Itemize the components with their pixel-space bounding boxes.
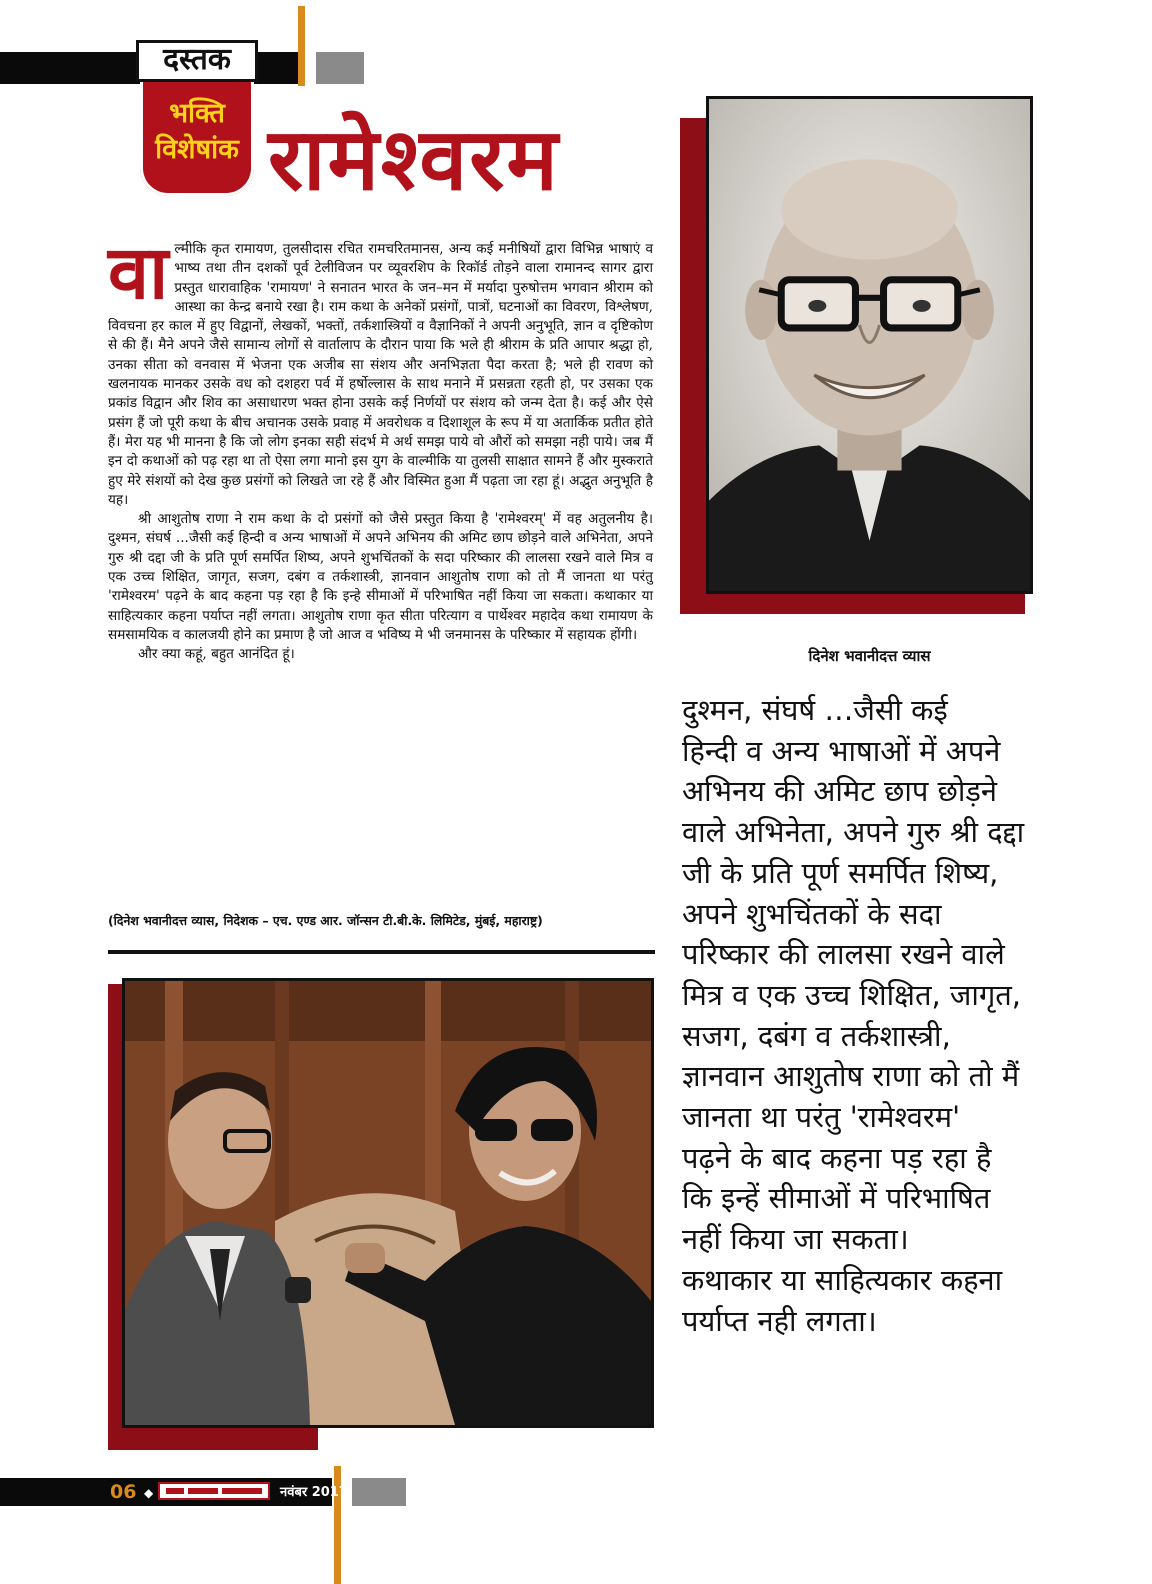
pull-quote-line: अभिनय की अमिट छाप छोड़ने: [682, 774, 998, 809]
group-photo-frame: [122, 978, 654, 1428]
article-paragraph-3: और क्या कहूं, बहुत आनंदित हूं।: [138, 646, 295, 663]
pull-quote-line: सजग, दबंग व तर्कशास्त्री,: [682, 1018, 951, 1053]
header-grey-block: [316, 52, 364, 84]
pull-quote-line: ज्ञानवान आशुतोष राणा को तो मैं: [682, 1059, 1020, 1094]
pull-quote-line: पर्याप्त नही लगता।: [682, 1303, 877, 1338]
pull-quote-line: परिष्कार की लालसा रखने वाले: [682, 937, 1005, 972]
drop-cap: वा: [108, 230, 169, 316]
group-photo: [125, 981, 651, 1425]
section-label: [140, 96, 254, 168]
section-label-line-1: भक्ति: [169, 98, 225, 129]
article-paragraph-2: श्री आशुतोष राणा ने राम कथा के दो प्रसंगों को जैसे प्रस्तुत किया है 'रामेश्वरम्' में वह अतुलनीय है। दुश्मन, संघर्ष ...जैसी कई हिन्दी व अन्य भाषाओं में अपने अभिनय की अमिट छाप छोड़ने वाले अभिनेता, अपने गुरु श्री दद्दा जी के प्रति पूर्ण समर्पित शिष्य, अपने शुभचिंतकों के सदा परिष्कार की लालसा रखने वाले मित्र व एक उच्च शिक्षित, जागृत, सजग, दबंग व तर्कशास्त्री, ज्ञानवान आशुतोष राणा को तो मैं जानता था परंतु 'रामेश्वरम' पढ़ने के बाद कहना पड़ रहा है कि इन्हे सीमाओं में परिभाषित नहीं किया जा सकता। कथाकार या साहित्यकार कहना पर्याप्त नहीं लगता। आशुतोष राणा कृत सीता परित्याग व पार्थेश्वर महादेव कथा रामायण के समसामयिक व कालजयी होने का प्रमाण है जो आज व भविष्य मे भी जनमानस के परिष्कार में सहायक होंगी।: [108, 511, 653, 643]
pull-quote-line: अपने शुभचिंतकों के सदा: [682, 896, 942, 931]
article-body: [108, 230, 653, 665]
pull-quote-line: वाले अभिनेता, अपने गुरु श्री दद्दा: [682, 815, 1025, 850]
footer-grey-block: [352, 1478, 406, 1506]
pull-quote-line: दुश्मन, संघर्ष …जैसी कई: [682, 693, 948, 727]
section-divider: [108, 950, 655, 954]
issue-date: नवंबर 2017: [280, 1485, 348, 1500]
magazine-logo: दस्तक: [136, 40, 258, 82]
footer-bullet-icon: ◆: [144, 1486, 154, 1500]
pull-quote-line: कि इन्हें सीमाओं में परिभाषित: [682, 1181, 991, 1216]
pull-quote-line: जानता था परंतु 'रामेश्वरम': [682, 1100, 961, 1135]
pull-quote-line: हिन्दी व अन्य भाषाओं में अपने: [682, 733, 1001, 768]
page-number: 06: [110, 1481, 137, 1503]
pull-quote-line: मित्र व एक उच्च शिक्षित, जागृत,: [682, 977, 1022, 1012]
section-label-line-2: विशेषांक: [155, 134, 239, 165]
article-paragraph-1: ल्मीकि कृत रामायण, तुलसीदास रचित रामचरितमानस, अन्य कई मनीषियों द्वारा विभिन्न भाषाएं व भाष्य तथा तीन दशकों पूर्व टेलीविजन पर व्यूवरशिप के रिकॉर्ड तोड़ने वाला रामानन्द सागर द्वारा प्रस्तुत धारावाहिक 'रामायण' ने सनातन भारत के जन–मन में मर्यादा पुरुषोत्तम भगवान श्रीराम को आस्था का केन्द्र बनाये रखा है। राम कथा के अनेकों प्रसंगों, पात्रों, घटनाओं का विवरण, विश्लेषण, विवचना हर काल में हुए विद्वानों, लेखकों, भक्तों, तर्कशास्त्रियों व वैज्ञानिकों ने अपनी अनुभूति, ज्ञान व दृष्टिकोण से की हैं। मैने अपने जैसे सामान्य लोगों से वार्तालाप के दौरान पाया कि भले ही श्रीराम के प्रति आपार श्रद्धा हो, उनका सीता को वनवास में भेजना एक अजीब सा संशय और अनभिज्ञता पैदा करता है; भले ही रावण को खलनायक मानकर उसके वध को दशहरा पर्व में हर्षोल्लास के साथ मनाने में प्रसन्नता रहती हो, पर उसका एक प्रकांड विद्वान और शिव का असाधारण भक्त होना उसके कई निर्णयों पर संशय को जन्म देता है। कई और ऐसे प्रसंग हैं जो पूरी कथा के बीच अचानक उसके प्रवाह में अवरोधक व दिशाशूल के रूप में या अतार्किक प्रतीत होते हैं। मेरा यह भी मानना है कि जो लोग इनका सही संदर्भ मे अर्थ समझ पाये वो औरों को समझा नही पाये। जब मैं इन दो कथाओं को पढ़ रहा था तो ऐसा लगा मानो इस युग के वाल्मीकि या तुलसी साक्षात सामने हैं और मुस्कराते हुए मेरे संशयों को देख कुछ प्रसंगों को लिखते जा रहे हैं और विस्मित हुआ मैं पढ़ता जा रहा हूं। अद्भुत अनुभूति है यह।: [108, 241, 653, 508]
pull-quote-line: जी के प्रति पूर्ण समर्पित शिष्य,: [682, 855, 999, 890]
pull-quote-line: नहीं किया जा सकता।: [682, 1222, 909, 1257]
pull-quote-line: पढ़ने के बाद कहना पड़ रहा है: [682, 1140, 992, 1175]
portrait-caption: दिनेश भवानीदत्त व्यास: [808, 647, 931, 665]
footer-magazine-logo: [158, 1482, 270, 1500]
pull-quote: [682, 690, 1052, 1341]
author-credit: (दिनेश भवानीदत्त व्यास, निदेशक – एच. एण्ड आर. जॉन्सन टी.बी.के. लिमिटेड, मुंबई, महाराष्ट्र): [108, 913, 543, 928]
portrait-photo: [709, 99, 1030, 591]
page-title: रामेश्वरम: [268, 109, 560, 210]
pull-quote-line: कथाकार या साहित्यकार कहना: [682, 1262, 1003, 1297]
header-orange-rule: [298, 6, 305, 86]
portrait-photo-frame: [706, 96, 1033, 594]
